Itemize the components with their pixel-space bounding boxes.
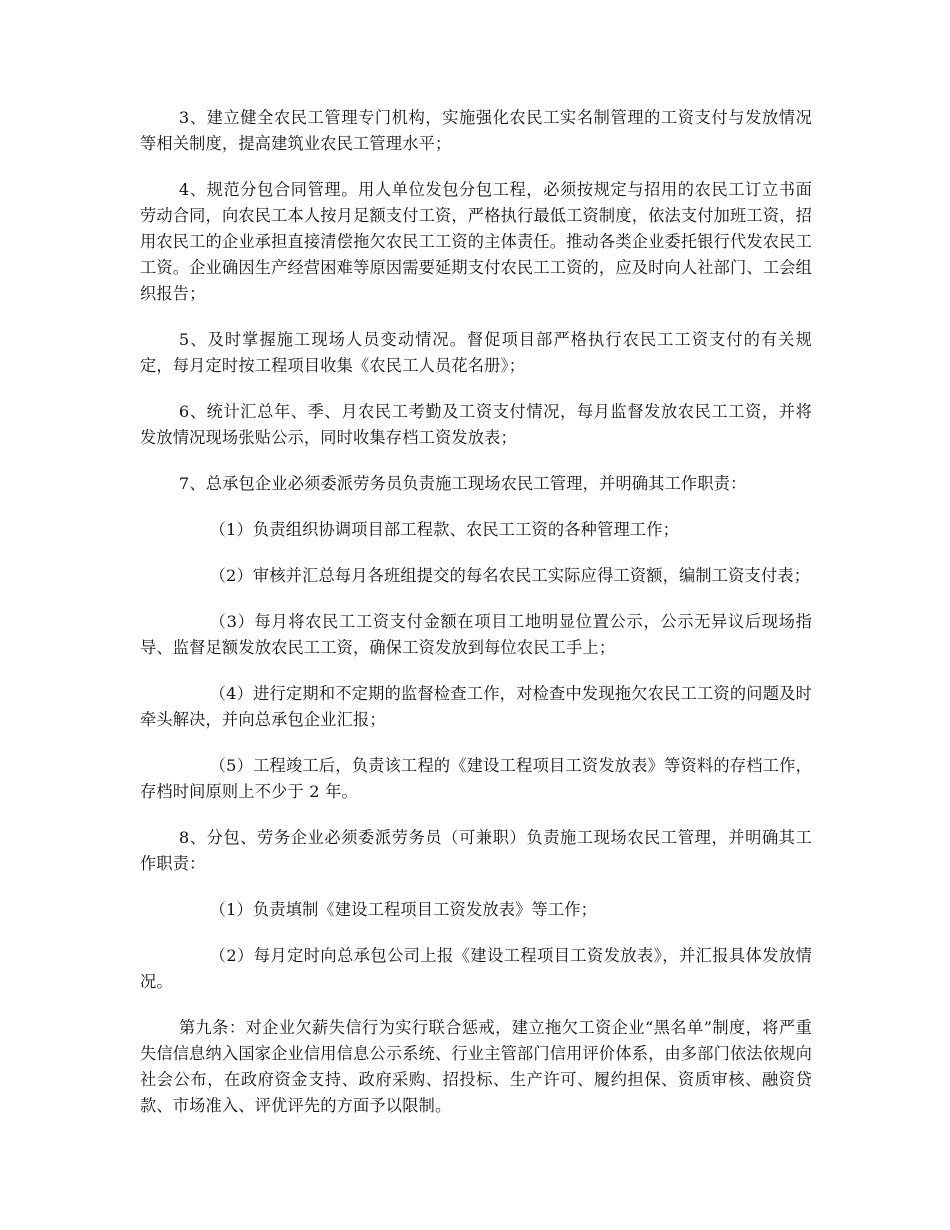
paragraph-item-5: 5、及时掌握施工现场人员变动情况。督促项目部严格执行农民工工资支付的有关规定，每月定时按工程项目收集《农民工人员花名册》；: [140, 330, 812, 375]
subitem-7-3: （3）每月将农民工工资支付金额在项目工地明显位置公示，公示无异议后现场指导、监督足额发放农民工工资，确保工资发放到每位农民工手上；: [140, 612, 812, 657]
paragraph-item-7: 7、总承包企业必须委派劳务员负责施工现场农民工管理，并明确其工作职责：: [178, 474, 747, 493]
paragraph-item-4: 4、规范分包合同管理。用人单位发包分包工程，必须按规定与招用的农民工订立书面劳动合同，向农民工本人按月足额支付工资，严格执行最低工资制度，依法支付加班工资，招用农民工的企业承担直接清偿拖欠农民工工资的主体责任。推动各类企业委托银行代发农民工工资。企业确因生产经营困难等原因需要延期支付农民工工资的，应及时向人社部门、工会组织报告；: [140, 180, 812, 303]
subitem-7-1: （1）负责组织协调项目部工程款、农民工工资的各种管理工作；: [209, 520, 680, 539]
paragraph-item-6: 6、统计汇总年、季、月农民工考勤及工资支付情况，每月监督发放农民工工资，并将发放情况现场张贴公示，同时收集存档工资发放表；: [140, 402, 812, 447]
article-9-paragraph: 第九条：对企业欠薪失信行为实行联合惩戒，建立拖欠工资企业“黑名单”制度，将严重失信信息纳入国家企业信用信息公示系统、行业主管部门信用评价体系，由多部门依法依规向社会公布，在政府资金支持、政府采购、招投标、生产许可、履约担保、资质审核、融资贷款、市场准入、评优评先的方面予以限制。: [140, 1018, 812, 1115]
document-page: [140, 105, 812, 1139]
subitem-7-5: （5）工程竣工后，负责该工程的《建设工程项目工资发放表》等资料的存档工作，存档时间原则上不少于 2 年。: [140, 756, 812, 801]
paragraph-item-8: 8、分包、劳务企业必须委派劳务员（可兼职）负责施工现场农民工管理，并明确其工作职责：: [140, 828, 812, 873]
subitem-7-2: （2）审核并汇总每月各班组提交的每名农民工实际应得工资额，编制工资支付表；: [209, 566, 811, 585]
subitem-8-1: （1）负责填制《建设工程项目工资发放表》等工作；: [209, 900, 598, 919]
paragraph-item-3: 3、建立健全农民工管理专门机构，实施强化农民工实名制管理的工资支付与发放情况等相关制度，提高建筑业农民工管理水平；: [140, 108, 812, 153]
subitem-7-4: （4）进行定期和不定期的监督检查工作，对检查中发现拖欠农民工工资的问题及时牵头解决，并向总承包企业汇报；: [140, 684, 812, 729]
subitem-8-2: （2）每月定时向总承包公司上报《建设工程项目工资发放表》，并汇报具体发放情况。: [140, 946, 812, 991]
